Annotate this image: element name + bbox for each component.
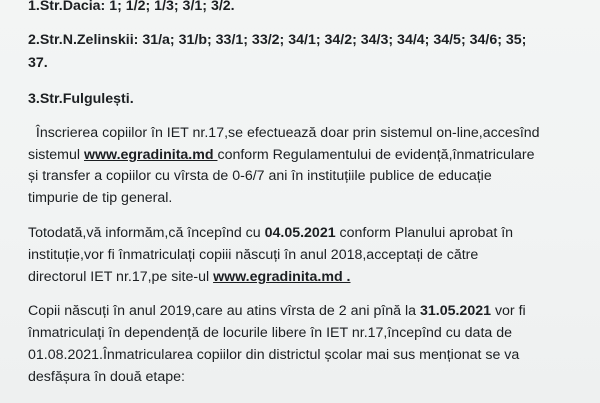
line-street-fulgulesti [28, 91, 134, 107]
link-text: www.egradinita.md . [213, 269, 351, 285]
bold-text: 1.Str.Dacia: 1; 1/2; 1/3; 3/1; 3/2. [28, 0, 235, 14]
text-segment: Copii născuți în anul 2019,care au atins vîrsta de 2 ani pînă la [28, 303, 420, 319]
bold-text: 3.Str.Fulgulești. [28, 91, 134, 107]
paragraph-3-line-2 [28, 325, 512, 341]
paragraph-2-line-3 [28, 269, 351, 285]
bold-text: 2.Str.N.Zelinskii: 31/a; 31/b; 33/1; 33/2; 34/1; 34/2; 34/3; 34/4; 34/5; 34/6; 35; [28, 32, 527, 48]
text-segment: vor fi [491, 303, 526, 319]
text-segment: conform Planului aprobat în [335, 225, 514, 241]
text-segment: înmatriculați în dependență de locurile libere în IET nr.17,începînd cu data de [28, 325, 513, 341]
paragraph-3-line-1 [28, 303, 526, 319]
text-segment: Totodată,vă informăm,că începînd cu [28, 225, 265, 241]
bold-text: 37. [28, 55, 48, 71]
text-segment: 01.08.2021.Înmatricularea copiilor din districtul școlar mai sus menționat se va [28, 347, 520, 363]
paragraph-2-line-2 [28, 247, 478, 263]
text-segment: timpurie de tip general. [28, 190, 173, 206]
link-text: www.egradinita.md [83, 147, 218, 163]
text-segment: desfășura în două etape: [28, 369, 185, 385]
text-segment: directorul IET nr.17,pe site-ul [28, 269, 214, 285]
paragraph-2-line-1 [28, 225, 513, 241]
paragraph-3-line-3 [28, 347, 519, 363]
paragraph-3-line-4 [28, 369, 185, 385]
paragraph-1-line-1 [28, 125, 540, 141]
bold-text: 04.05.2021 [264, 225, 336, 241]
paragraph-1-line-3 [28, 168, 492, 184]
paragraph-1-line-4 [28, 190, 172, 206]
bold-text: 31.05.2021 [419, 303, 491, 319]
text-segment: instituție,vor fi înmatriculați copiii născuți în anul 2018,acceptați de către [28, 247, 479, 263]
paragraph-1-line-2 [28, 147, 535, 163]
line-street-zelinskii [28, 32, 526, 48]
text-segment: și transfer a copiilor cu vîrsta de 0-6/7 ani în instituțiile publice de educație [28, 168, 492, 184]
text-segment: Înscrierea copiilor în IET nr.17,se efectuează doar prin sistemul on-line,accesînd [28, 125, 540, 141]
line-street-dacia [28, 0, 235, 14]
text-segment: sistemul [28, 147, 84, 163]
text-segment: conform Regulamentului de evidență,înmatriculare [217, 147, 535, 163]
line-street-zelinskii-cont [28, 55, 48, 71]
